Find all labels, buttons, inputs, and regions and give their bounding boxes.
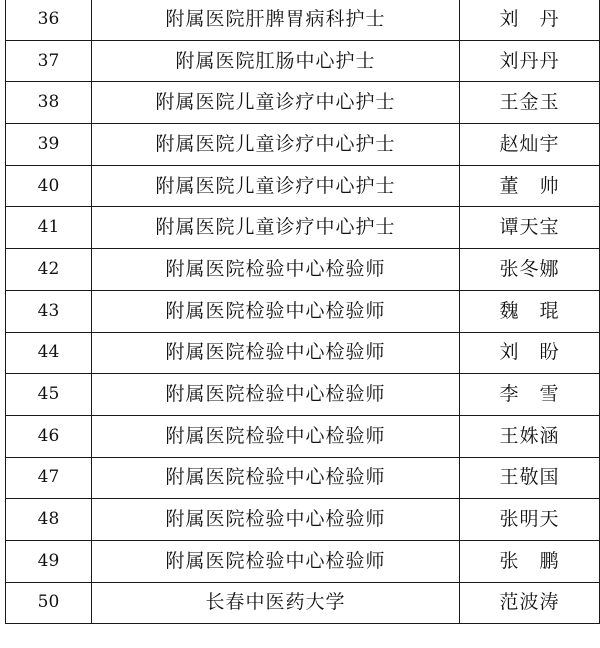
table-row bbox=[6, 40, 600, 82]
row-unit: 附属医院检验中心检验师 bbox=[92, 415, 460, 457]
table-row bbox=[6, 332, 600, 374]
row-unit: 附属医院儿童诊疗中心护士 bbox=[92, 124, 460, 166]
row-unit: 附属医院检验中心检验师 bbox=[92, 290, 460, 332]
row-name: 王金玉 bbox=[460, 82, 600, 124]
table-row bbox=[6, 207, 600, 249]
row-number: 43 bbox=[6, 290, 92, 332]
table-row bbox=[6, 415, 600, 457]
row-number: 38 bbox=[6, 82, 92, 124]
row-name: 李 雪 bbox=[460, 374, 600, 416]
row-unit: 附属医院儿童诊疗中心护士 bbox=[92, 165, 460, 207]
row-name: 张明天 bbox=[460, 499, 600, 541]
roster-table bbox=[5, 0, 600, 624]
row-unit: 附属医院儿童诊疗中心护士 bbox=[92, 82, 460, 124]
table-row bbox=[6, 0, 600, 40]
table-row bbox=[6, 165, 600, 207]
row-unit: 附属医院肛肠中心护士 bbox=[92, 40, 460, 82]
table-row bbox=[6, 82, 600, 124]
row-number: 44 bbox=[6, 332, 92, 374]
row-unit: 附属医院儿童诊疗中心护士 bbox=[92, 207, 460, 249]
table-row bbox=[6, 540, 600, 582]
row-unit: 附属医院检验中心检验师 bbox=[92, 332, 460, 374]
row-unit: 附属医院检验中心检验师 bbox=[92, 374, 460, 416]
table-row bbox=[6, 457, 600, 499]
row-name: 刘 盼 bbox=[460, 332, 600, 374]
row-number: 40 bbox=[6, 165, 92, 207]
row-unit: 附属医院肝脾胃病科护士 bbox=[92, 0, 460, 40]
row-name: 刘丹丹 bbox=[460, 40, 600, 82]
row-number: 46 bbox=[6, 415, 92, 457]
table-row bbox=[6, 124, 600, 166]
table-row bbox=[6, 290, 600, 332]
row-name: 魏 琨 bbox=[460, 290, 600, 332]
row-unit: 附属医院检验中心检验师 bbox=[92, 540, 460, 582]
row-name: 王姝涵 bbox=[460, 415, 600, 457]
row-name: 赵灿宇 bbox=[460, 124, 600, 166]
row-number: 41 bbox=[6, 207, 92, 249]
row-number: 39 bbox=[6, 124, 92, 166]
row-name: 刘 丹 bbox=[460, 0, 600, 40]
row-name: 谭天宝 bbox=[460, 207, 600, 249]
roster-table-body bbox=[6, 0, 600, 624]
row-name: 张 鹏 bbox=[460, 540, 600, 582]
row-name: 范波涛 bbox=[460, 582, 600, 624]
row-number: 50 bbox=[6, 582, 92, 624]
table-row bbox=[6, 374, 600, 416]
row-unit: 长春中医药大学 bbox=[92, 582, 460, 624]
row-number: 47 bbox=[6, 457, 92, 499]
row-number: 49 bbox=[6, 540, 92, 582]
row-name: 董 帅 bbox=[460, 165, 600, 207]
row-number: 37 bbox=[6, 40, 92, 82]
row-unit: 附属医院检验中心检验师 bbox=[92, 457, 460, 499]
row-unit: 附属医院检验中心检验师 bbox=[92, 499, 460, 541]
row-unit: 附属医院检验中心检验师 bbox=[92, 249, 460, 291]
row-name: 王敬国 bbox=[460, 457, 600, 499]
row-number: 45 bbox=[6, 374, 92, 416]
table-row bbox=[6, 249, 600, 291]
table-row bbox=[6, 499, 600, 541]
table-row bbox=[6, 582, 600, 624]
row-name: 张冬娜 bbox=[460, 249, 600, 291]
row-number: 48 bbox=[6, 499, 92, 541]
row-number: 42 bbox=[6, 249, 92, 291]
row-number: 36 bbox=[6, 0, 92, 40]
